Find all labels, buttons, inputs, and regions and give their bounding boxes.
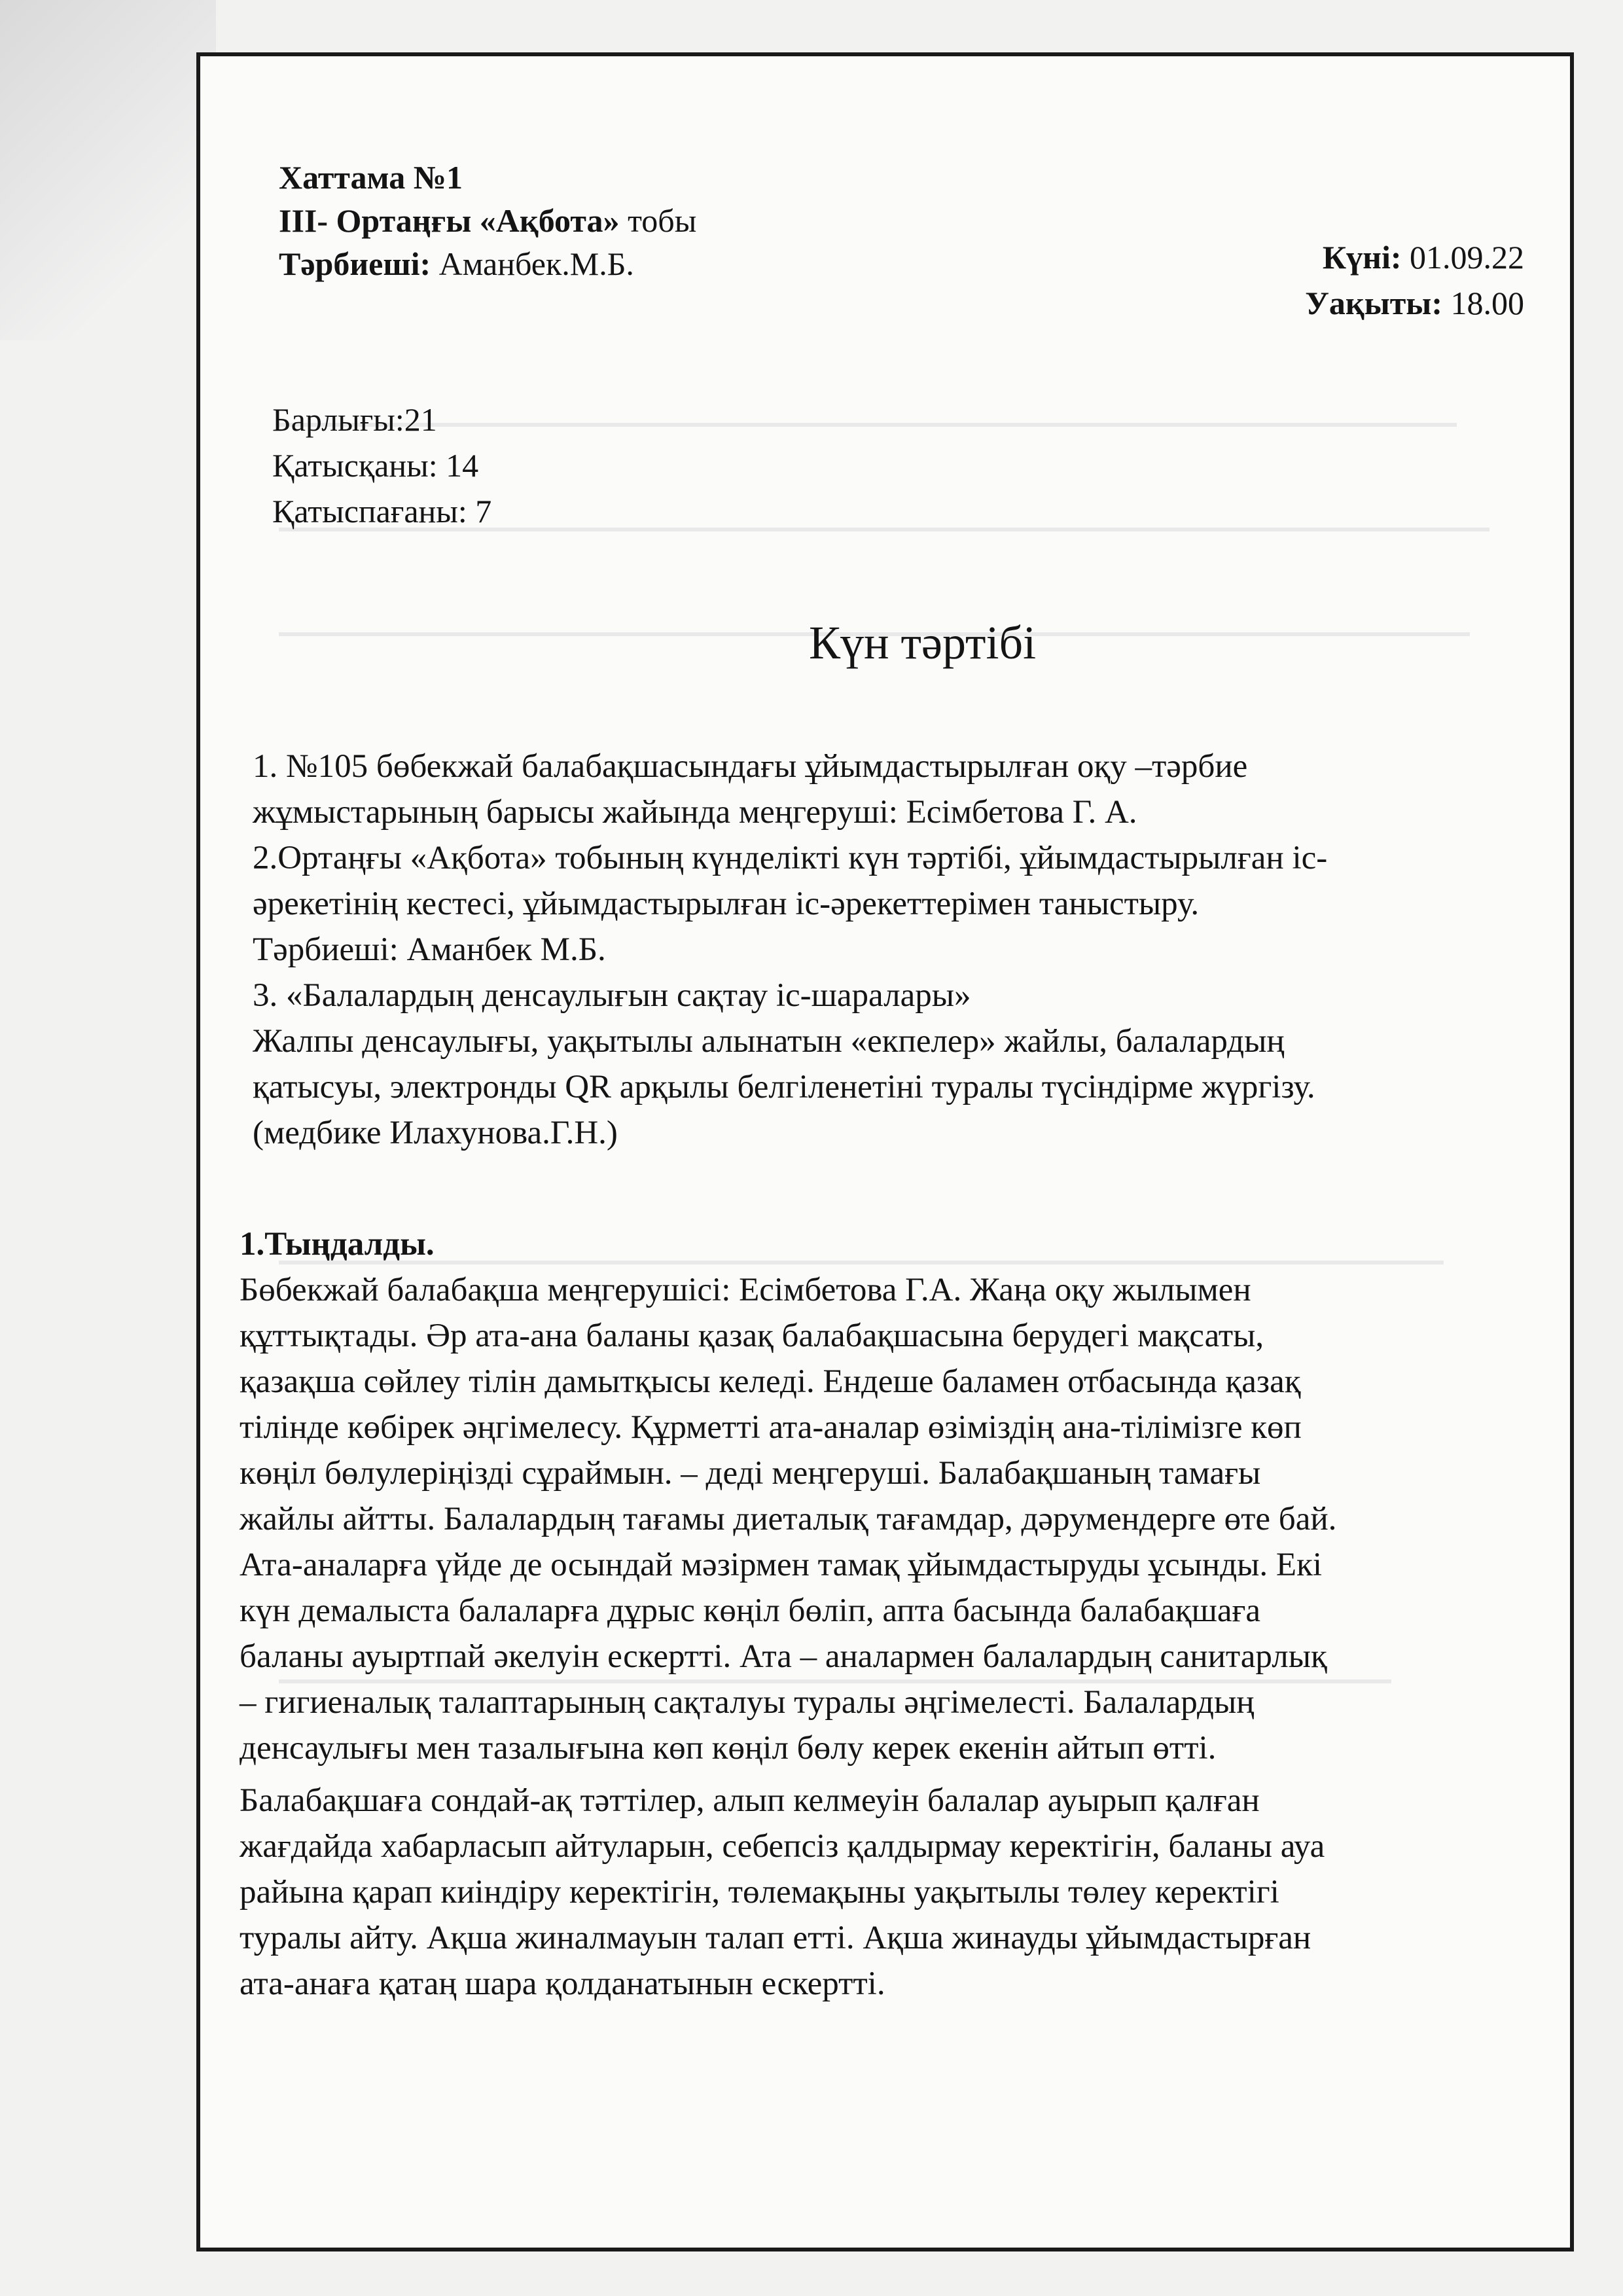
body-line: денсаулығы мен тазалығына көп көңіл бөлу керек екенін айтып өтті.	[240, 1730, 1217, 1767]
teacher-label: Тәрбиеші:	[279, 245, 431, 282]
body-line: жағдайда хабарласып айтуларын, себепсіз қалдырмау керектігін, баланы ауа	[240, 1828, 1325, 1865]
body-line: Ата-аналарға үйде де осындай мәзірмен тамақ ұйымдастыруды ұсынды. Екі	[240, 1547, 1323, 1583]
teacher-value: Аманбек.М.Б.	[431, 245, 634, 282]
teacher-line	[279, 247, 634, 280]
body-line: қазақша сөйлеу тілін дамытқысы келеді. Ендеше баламен отбасында қазақ	[240, 1363, 1301, 1400]
document-page	[196, 52, 1574, 2251]
time-label: Уақыты:	[1305, 285, 1442, 321]
protocol-number: Хаттама №1	[279, 159, 463, 196]
body-line: туралы айту. Ақша жиналмауын талап етті. Ақша жинауды ұйымдастырған	[240, 1920, 1311, 1956]
scan-shadow	[0, 0, 216, 340]
body-line: Балабақшаға сондай-ақ тәттілер, алып келмеуін балалар ауырып қалған	[240, 1782, 1260, 1819]
time-line	[1305, 287, 1524, 319]
body-line: райына қарап киіндіру керектігін, төлемақыны уақытылы төлеу керектігі	[240, 1874, 1279, 1910]
attendance-absent: Қатыспағаны: 7	[272, 493, 492, 529]
body-line: құттықтады. Әр ата-ана баланы қазақ балабақшасына берудегі мақсаты,	[240, 1318, 1264, 1354]
time-value: 18.00	[1442, 285, 1524, 321]
section-heading: 1.Тыңдалды.	[240, 1226, 435, 1263]
agenda-line: 1. №105 бөбекжай балабақшасындағы ұйымдастырылған оқу –тәрбие	[253, 748, 1248, 785]
body-line: тілінде көбірек әңгімелесу. Құрметті ата-аналар өзіміздің ана-тілімізге көп	[240, 1409, 1302, 1446]
agenda-line: әрекетінің кестесі, ұйымдастырылған іс-әрекеттерімен таныстыру.	[253, 886, 1200, 922]
agenda-line: 2.Ортаңғы «Ақбота» тобының күнделікті күн тәртібі, ұйымдастырылған іс-	[253, 840, 1328, 876]
body-line: күн демалыста балаларға дұрыс көңіл бөліп, апта басында балабақшаға	[240, 1592, 1261, 1629]
attendance-total: Барлығы:21	[272, 401, 437, 438]
group-line	[279, 204, 696, 237]
date-label: Күні:	[1322, 239, 1402, 276]
group-suffix: тобы	[619, 202, 697, 239]
agenda-line: Жалпы денсаулығы, уақытылы алынатын «екпелер» жайлы, балалардың	[253, 1023, 1285, 1060]
body-line: Бөбекжай балабақша меңгерушісі: Есімбетова Г.А. Жаңа оқу жылымен	[240, 1272, 1251, 1308]
body-line: – гигиеналық талаптарының сақталуы туралы әңгімелесті. Балалардың	[240, 1684, 1255, 1721]
group-name: ІІІ- Ортаңғы «Ақбота»	[279, 202, 620, 239]
attendance-present: Қатысқаны: 14	[272, 447, 479, 484]
agenda-line: жұмыстарының барысы жайында меңгеруші: Есімбетова Г. А.	[253, 794, 1137, 831]
body-line: ата-анаға қатаң шара қолданатынын ескертті.	[240, 1965, 885, 2002]
agenda-line: 3. «Балалардың денсаулығын сақтау іс-шаралары»	[253, 977, 971, 1014]
date-line	[1323, 241, 1524, 274]
agenda-title: Күн тәртібі	[809, 617, 1037, 669]
agenda-line: Тәрбиеші: Аманбек М.Б.	[253, 931, 606, 968]
body-line: көңіл бөлулеріңізді сұраймын. – деді меңгеруші. Балабақшаның тамағы	[240, 1455, 1261, 1492]
agenda-line: қатысуы, электронды QR арқылы белгіленетіні туралы түсіндірме жүргізу.	[253, 1069, 1315, 1105]
agenda-line: (медбике Илахунова.Г.Н.)	[253, 1115, 618, 1151]
body-line: баланы ауыртпай әкелуін ескертті. Ата – аналармен балалардың санитарлық	[240, 1638, 1327, 1675]
body-line: жайлы айтты. Балалардың тағамы диеталық тағамдар, дәрумендерге өте бай.	[240, 1501, 1337, 1537]
date-value: 01.09.22	[1401, 239, 1524, 276]
